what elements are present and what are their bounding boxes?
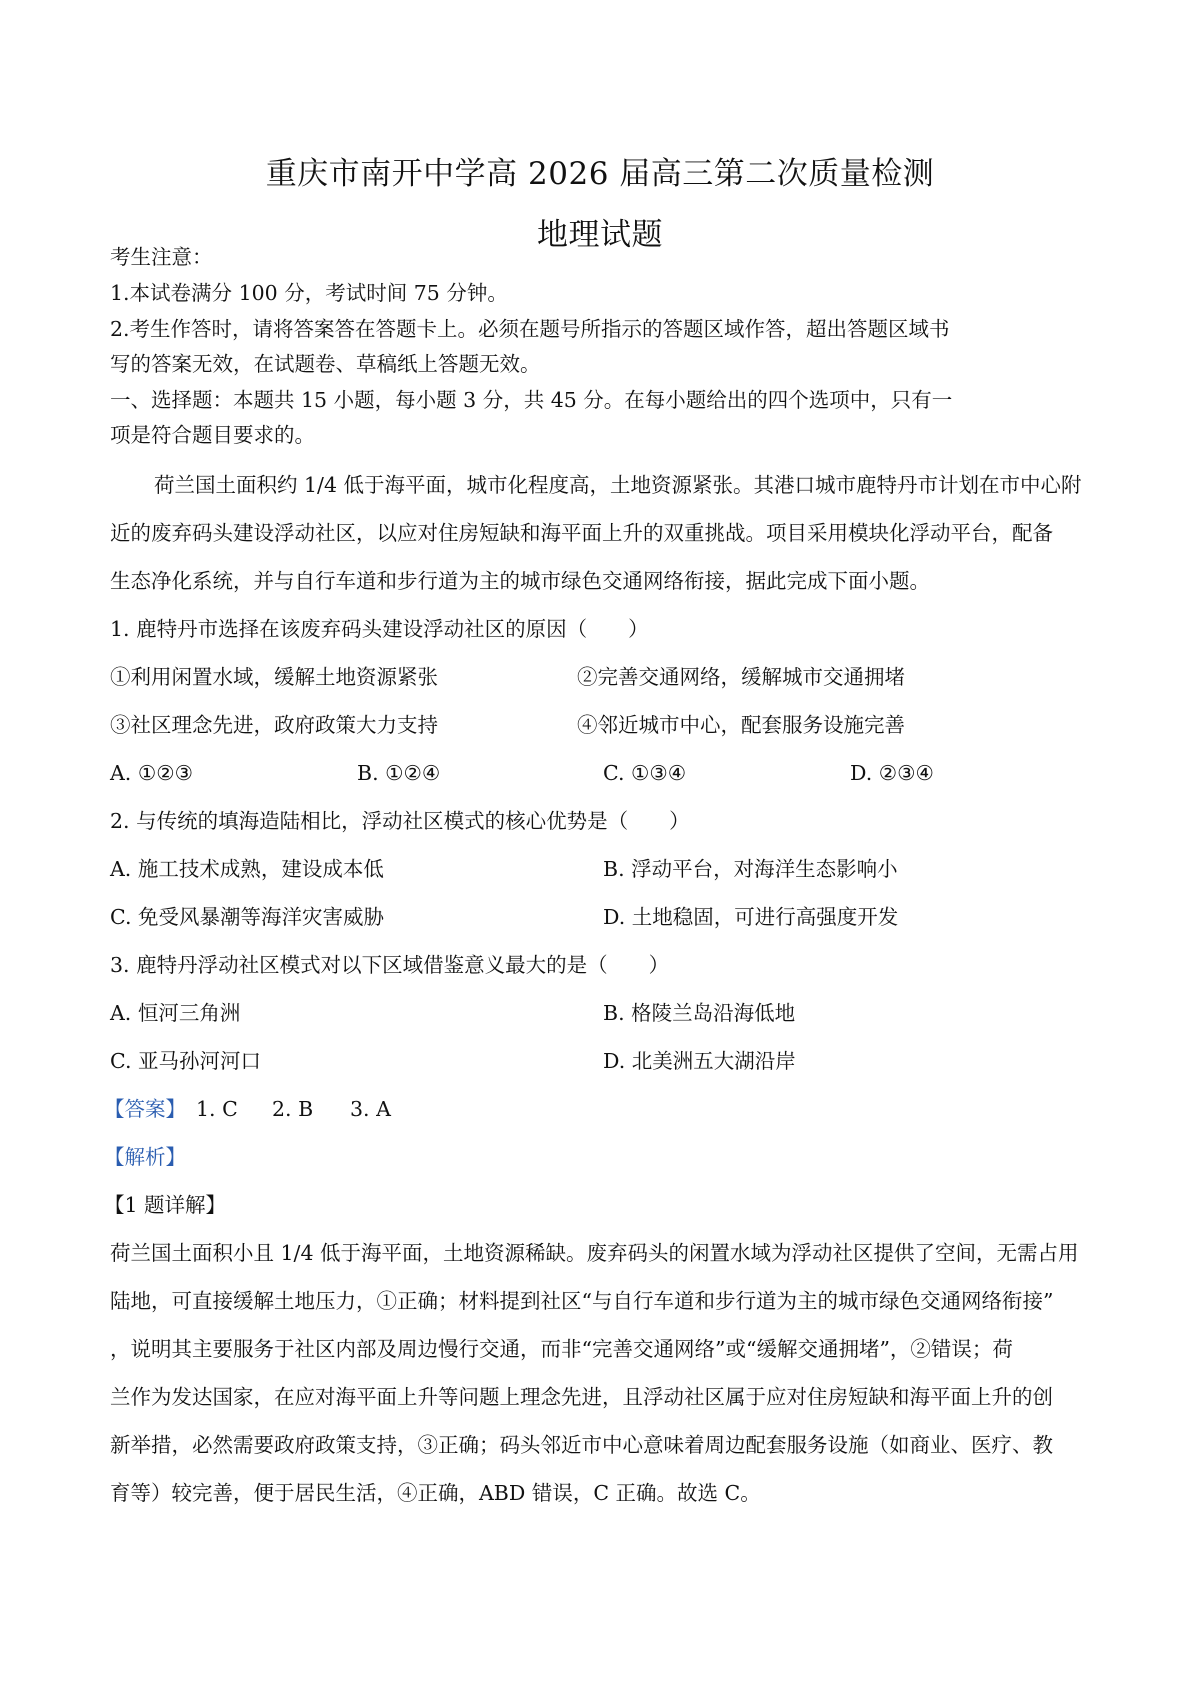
question-1-option-b: B. ①②④ bbox=[357, 761, 441, 785]
analysis-line-3: ，说明其主要服务于社区内部及周边慢行交通，而非“完善交通网络”或“缓解交通拥堵”，②错误；荷 bbox=[110, 1337, 1013, 1361]
question-1-option-c: C. ①③④ bbox=[603, 761, 687, 785]
question-2-stem: 2. 与传统的填海造陆相比，浮动社区模式的核心优势是（ ） bbox=[110, 809, 690, 833]
analysis-line-2: 陆地，可直接缓解土地压力，①正确；材料提到社区“与自行车道和步行道为主的城市绿色交通网络衔接” bbox=[110, 1289, 1054, 1313]
notice-heading: 考生注意： bbox=[110, 245, 213, 269]
question-1-statement-2: ②完善交通网络，缓解城市交通拥堵 bbox=[577, 665, 905, 689]
notice-item-2b: 写的答案无效，在试题卷、草稿纸上答题无效。 bbox=[110, 352, 541, 376]
answer-3: 3. A bbox=[350, 1097, 391, 1121]
analysis-label: 【解析】 bbox=[104, 1145, 186, 1169]
question-3-option-a: A. 恒河三角洲 bbox=[110, 1001, 241, 1025]
question-3-option-b: B. 格陵兰岛沿海低地 bbox=[603, 1001, 796, 1025]
section-1-instructions: 一、选择题：本题共 15 小题，每小题 3 分，共 45 分。在每小题给出的四个选项中，只有一 bbox=[110, 388, 953, 412]
question-2-option-c: C. 免受风暴潮等海洋灾害威胁 bbox=[110, 905, 384, 929]
notice-item-2a: 2.考生作答时，请将答案答在答题卡上。必须在题号所指示的答题区域作答，超出答题区域书 bbox=[110, 317, 950, 341]
passage-line-2: 近的废弃码头建设浮动社区，以应对住房短缺和海平面上升的双重挑战。项目采用模块化浮动平台，配备 bbox=[110, 521, 1053, 545]
passage-line-3: 生态净化系统，并与自行车道和步行道为主的城市绿色交通网络衔接，据此完成下面小题。 bbox=[110, 569, 930, 593]
question-1-statement-1: ①利用闲置水域，缓解土地资源紧张 bbox=[110, 665, 438, 689]
analysis-line-5: 新举措，必然需要政府政策支持，③正确；码头邻近市中心意味着周边配套服务设施（如商业、医疗、教 bbox=[110, 1433, 1053, 1457]
question-1-option-a: A. ①②③ bbox=[110, 761, 193, 785]
question-1-option-d: D. ②③④ bbox=[850, 761, 934, 785]
question-1-statement-3: ③社区理念先进，政府政策大力支持 bbox=[110, 713, 438, 737]
exam-title: 重庆市南开中学高 2026 届高三第二次质量检测 bbox=[265, 156, 935, 192]
question-2-option-a: A. 施工技术成熟，建设成本低 bbox=[110, 857, 384, 881]
notice-item-1: 1.本试卷满分 100 分，考试时间 75 分钟。 bbox=[110, 281, 508, 305]
answer-label: 【答案】 bbox=[104, 1097, 186, 1121]
answer-1: 1. C bbox=[196, 1097, 238, 1121]
answer-2: 2. B bbox=[272, 1097, 314, 1121]
question-2-option-d: D. 土地稳固，可进行高强度开发 bbox=[603, 905, 899, 929]
passage-line-1: 荷兰国土面积约 1/4 低于海平面，城市化程度高，土地资源紧张。其港口城市鹿特丹市计划在市中心附 bbox=[154, 473, 1082, 497]
question-3-option-c: C. 亚马孙河河口 bbox=[110, 1049, 261, 1073]
analysis-line-4: 兰作为发达国家，在应对海平面上升等问题上理念先进，且浮动社区属于应对住房短缺和海平面上升的创 bbox=[110, 1385, 1053, 1409]
exam-subject: 地理试题 bbox=[537, 217, 663, 253]
section-1-instructions-cont: 项是符合题目要求的。 bbox=[110, 423, 315, 447]
question-3-option-d: D. 北美洲五大湖沿岸 bbox=[603, 1049, 796, 1073]
question-2-option-b: B. 浮动平台，对海洋生态影响小 bbox=[603, 857, 898, 881]
question-3-stem: 3. 鹿特丹浮动社区模式对以下区域借鉴意义最大的是（ ） bbox=[110, 953, 670, 977]
analysis-line-1: 荷兰国土面积小且 1/4 低于海平面，土地资源稀缺。废弃码头的闲置水域为浮动社区提供了空间，无需占用 bbox=[110, 1241, 1079, 1265]
analysis-detail-label: 【1 题详解】 bbox=[104, 1193, 227, 1217]
question-1-statement-4: ④邻近城市中心，配套服务设施完善 bbox=[577, 713, 905, 737]
question-1-stem: 1. 鹿特丹市选择在该废弃码头建设浮动社区的原因（ ） bbox=[110, 617, 649, 641]
analysis-line-6: 育等）较完善，便于居民生活，④正确，ABD 错误，C 正确。故选 C。 bbox=[110, 1481, 761, 1505]
